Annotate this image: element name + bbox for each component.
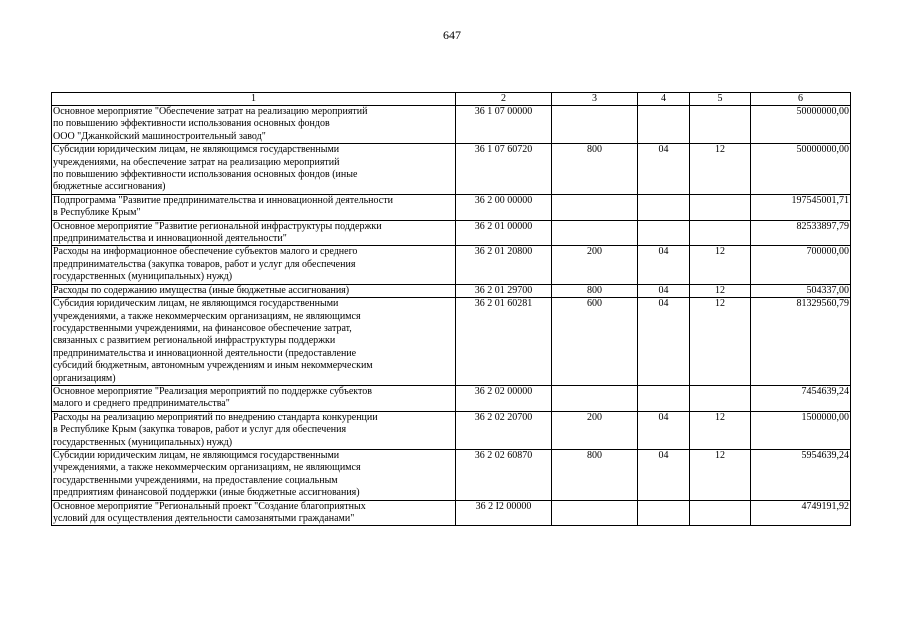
item-name: Субсидии юридическим лицам, не являющимся государственными учреждениями, на обеспечение затрат на реализацию мероприятий по повышению эффективности использования основных фондов (иные бюджетные ассигнования) (52, 144, 456, 195)
item-code: 36 2 00 00000 (456, 194, 552, 220)
item-expense-type: 200 (552, 246, 638, 284)
item-code: 36 2 02 20700 (456, 411, 552, 449)
item-expense-type (552, 500, 638, 526)
table-row (52, 449, 851, 500)
item-name: Основное мероприятие "Региональный проект "Создание благоприятных условий для осуществления деятельности самозанятыми гражданами" (52, 500, 456, 526)
item-code: 36 1 07 00000 (456, 106, 552, 144)
item-expense-type: 200 (552, 411, 638, 449)
item-subsection (690, 220, 751, 246)
item-code: 36 2 02 00000 (456, 385, 552, 411)
item-subsection: 12 (690, 284, 751, 297)
table-header-row (52, 93, 851, 106)
item-expense-type: 600 (552, 298, 638, 386)
item-sum: 82533897,79 (751, 220, 851, 246)
item-expense-type (552, 220, 638, 246)
item-code: 36 2 01 29700 (456, 284, 552, 297)
item-subsection: 12 (690, 411, 751, 449)
item-expense-type: 800 (552, 449, 638, 500)
header-col-4: 4 (638, 93, 690, 106)
item-subsection (690, 106, 751, 144)
item-section: 04 (638, 246, 690, 284)
table-row (52, 385, 851, 411)
item-subsection: 12 (690, 246, 751, 284)
budget-table (51, 92, 851, 526)
item-sum: 4749191,92 (751, 500, 851, 526)
table-row (52, 106, 851, 144)
item-expense-type (552, 106, 638, 144)
header-col-3: 3 (552, 93, 638, 106)
item-name: Подпрограмма "Развитие предпринимательства и инновационной деятельности в Республике Крым" (52, 194, 456, 220)
item-expense-type (552, 194, 638, 220)
header-col-5: 5 (690, 93, 751, 106)
item-section (638, 220, 690, 246)
table-row (52, 246, 851, 284)
item-code: 36 2 01 60281 (456, 298, 552, 386)
item-section (638, 500, 690, 526)
item-expense-type: 800 (552, 144, 638, 195)
item-sum: 81329560,79 (751, 298, 851, 386)
item-sum: 700000,00 (751, 246, 851, 284)
item-sum: 7454639,24 (751, 385, 851, 411)
item-code: 36 2 01 00000 (456, 220, 552, 246)
table-row (52, 220, 851, 246)
item-code: 36 2 I2 00000 (456, 500, 552, 526)
item-sum: 5954639,24 (751, 449, 851, 500)
item-subsection (690, 385, 751, 411)
item-name: Расходы на реализацию мероприятий по внедрению стандарта конкуренции в Республике Крым (закупка товаров, работ и услуг для обеспечения государственных (муниципальных) нужд) (52, 411, 456, 449)
item-subsection: 12 (690, 449, 751, 500)
item-section (638, 106, 690, 144)
item-name: Основное мероприятие "Реализация мероприятий по поддержке субъектов малого и среднего предпринимательства" (52, 385, 456, 411)
item-code: 36 1 07 60720 (456, 144, 552, 195)
item-section: 04 (638, 298, 690, 386)
item-sum: 504337,00 (751, 284, 851, 297)
table-row (52, 411, 851, 449)
item-section: 04 (638, 144, 690, 195)
item-name: Основное мероприятие "Развитие региональной инфраструктуры поддержки предпринимательства и инновационной деятельности" (52, 220, 456, 246)
table-row (52, 284, 851, 297)
item-code: 36 2 02 60870 (456, 449, 552, 500)
header-col-2: 2 (456, 93, 552, 106)
item-expense-type: 800 (552, 284, 638, 297)
item-name: Расходы на информационное обеспечение субъектов малого и среднего предпринимательства (закупка товаров, работ и услуг для обеспечения государственных (муниципальных) нужд) (52, 246, 456, 284)
table-row (52, 298, 851, 386)
item-expense-type (552, 385, 638, 411)
item-name: Основное мероприятие "Обеспечение затрат на реализацию мероприятий по повышению эффективности использования основных фондов ООО "Джанкойский машиностроительный завод" (52, 106, 456, 144)
header-col-6: 6 (751, 93, 851, 106)
item-subsection (690, 500, 751, 526)
header-col-1: 1 (52, 93, 456, 106)
item-section (638, 385, 690, 411)
item-section: 04 (638, 284, 690, 297)
item-name: Субсидии юридическим лицам, не являющимся государственными учреждениями, а также некоммерческим организациям, не являющимся государственными учреждениями, на предоставление социальным предприятиям финансовой поддержки (иные бюджетные ассигнования) (52, 449, 456, 500)
item-subsection (690, 194, 751, 220)
item-subsection: 12 (690, 298, 751, 386)
table-row (52, 194, 851, 220)
item-subsection: 12 (690, 144, 751, 195)
table-row (52, 144, 851, 195)
item-name: Субсидия юридическим лицам, не являющимся государственными учреждениями, а также некоммерческим организациям, не являющимся государственными учреждениями, на финансовое обеспечение затрат, связанных с развитием региональной инфраструктуры поддержки предпринимательства и инновационной деятельности (предоставление субсидий бюджетным, автономным учреждениям и иным некоммерческим организациям) (52, 298, 456, 386)
item-sum: 50000000,00 (751, 106, 851, 144)
item-sum: 197545001,71 (751, 194, 851, 220)
item-code: 36 2 01 20800 (456, 246, 552, 284)
item-section: 04 (638, 411, 690, 449)
item-name: Расходы по содержанию имущества (иные бюджетные ассигнования) (52, 284, 456, 297)
item-sum: 1500000,00 (751, 411, 851, 449)
item-section (638, 194, 690, 220)
table-row (52, 500, 851, 526)
page-number: 647 (443, 28, 461, 42)
item-sum: 50000000,00 (751, 144, 851, 195)
item-section: 04 (638, 449, 690, 500)
